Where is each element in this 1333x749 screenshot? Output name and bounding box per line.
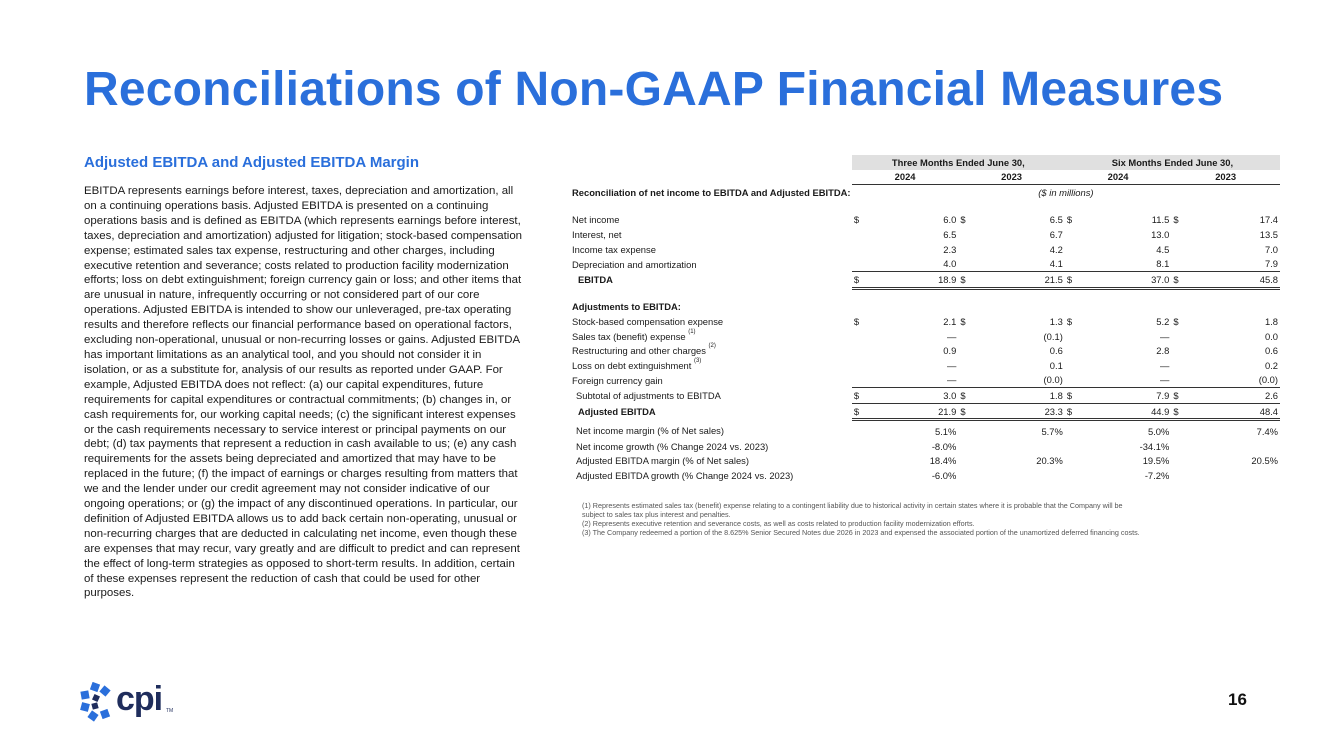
spacer-row	[572, 288, 1280, 300]
dollar-sign	[1171, 439, 1190, 454]
value-cell: 11.5	[1151, 214, 1170, 226]
value-cell: 21.5	[977, 272, 1065, 289]
table-row	[572, 373, 1280, 388]
spacer	[572, 288, 1280, 300]
row-label: Income tax expense	[572, 243, 656, 255]
value-cell: 0.6	[1264, 345, 1278, 357]
dollar-sign	[852, 256, 871, 271]
dollar-sign: $	[960, 316, 966, 328]
value-cell	[977, 468, 1065, 483]
value-cell: -8.0%	[931, 440, 957, 452]
header-six-months: Six Months Ended June 30,	[1065, 155, 1280, 170]
dollar-sign: $	[1065, 272, 1084, 289]
subtotal-row	[572, 388, 1280, 404]
ebitda-description	[84, 154, 524, 601]
value-cell: 0.1	[1049, 359, 1063, 371]
dollar-sign	[852, 227, 871, 242]
dollar-sign	[852, 358, 871, 373]
value-cell: 6.5	[1049, 214, 1063, 226]
value-cell: 48.4	[1190, 403, 1280, 420]
value-cell: —	[871, 373, 959, 388]
value-cell: 20.5%	[1251, 455, 1278, 467]
row-label: Net income	[572, 214, 620, 226]
adjusted-ebitda-row	[572, 403, 1280, 420]
dollar-sign	[958, 343, 977, 358]
row-label: Net income margin (% of Net sales)	[576, 425, 724, 437]
dollar-sign	[852, 454, 871, 469]
value-cell	[1190, 439, 1280, 454]
value-cell	[1190, 468, 1280, 483]
dollar-sign: $	[853, 316, 860, 328]
dollar-sign	[1171, 227, 1190, 242]
value-cell: 0.2	[1264, 359, 1278, 371]
dollar-sign	[1171, 256, 1190, 271]
dollar-sign	[1065, 256, 1084, 271]
footnote-marker: (3)	[693, 357, 702, 364]
dollar-sign	[1171, 343, 1190, 358]
dollar-sign: $	[1065, 388, 1084, 404]
table-row	[572, 343, 1280, 358]
dollar-sign: $	[1173, 214, 1179, 226]
footnote-3: (3) The Company redeemed a portion of the 8.625% Senior Secured Notes due 2026 in 2023 and expensed the associated portion of the unamortized deferred financing costs.	[582, 528, 1140, 538]
value-cell: -7.2%	[1144, 469, 1170, 481]
section-title-row	[572, 300, 1280, 315]
dollar-sign	[852, 420, 871, 439]
dollar-sign	[1065, 358, 1084, 373]
value-cell: 8.1	[1084, 256, 1172, 271]
table-row	[572, 358, 1280, 373]
dollar-sign: $	[1065, 403, 1084, 420]
logo-trademark: TM	[166, 708, 174, 714]
dollar-sign	[1171, 468, 1190, 483]
value-cell: 4.5	[1156, 243, 1170, 255]
row-label: Subtotal of adjustments to EBITDA	[576, 390, 721, 402]
row-label: Adjusted EBITDA margin (% of Net sales)	[576, 455, 749, 467]
dollar-sign: $	[958, 272, 977, 289]
dollar-sign: $	[1173, 316, 1179, 328]
value-cell: 17.4	[1259, 214, 1278, 226]
row-label: Net income growth (% Change 2024 vs. 2023)	[576, 440, 769, 452]
table-row	[572, 314, 1280, 329]
dollar-sign	[1065, 242, 1084, 257]
dollar-sign	[852, 373, 871, 388]
dollar-sign	[1065, 468, 1084, 483]
year-header: 2023	[958, 170, 1065, 185]
dollar-sign	[958, 420, 977, 439]
dollar-sign: $	[960, 214, 966, 226]
dollar-sign	[958, 358, 977, 373]
reconciliation-table-area	[572, 155, 1280, 538]
value-cell: —	[946, 359, 957, 371]
dollar-sign: $	[852, 403, 871, 420]
value-cell: 4.0	[871, 256, 959, 271]
value-cell: 18.9	[871, 272, 959, 289]
value-cell: (0.0)	[977, 373, 1065, 388]
page-number: 16	[1228, 690, 1247, 709]
row-label: Loss on debt extinguishment $^{(3)}$	[572, 357, 702, 371]
value-cell: 5.2	[1156, 316, 1170, 328]
value-cell: —	[1159, 330, 1170, 342]
value-cell: 1.3	[1049, 316, 1063, 328]
value-cell: 7.4%	[1256, 426, 1278, 438]
value-cell: 5.0%	[1147, 426, 1170, 438]
row-label: Adjusted EBITDA growth (% Change 2024 vs. 2023)	[576, 469, 794, 481]
dollar-sign	[852, 343, 871, 358]
dollar-sign: $	[1171, 388, 1190, 404]
dollar-sign: $	[1171, 272, 1190, 289]
row-label: Depreciation and amortization	[572, 258, 697, 270]
dollar-sign	[852, 329, 871, 344]
value-cell: 7.0	[1264, 243, 1278, 255]
dollar-sign	[1171, 454, 1190, 469]
dollar-sign	[958, 329, 977, 344]
dollar-sign	[1065, 420, 1084, 439]
row-label: Stock-based compensation expense	[572, 316, 724, 328]
value-cell: 20.3%	[1036, 455, 1063, 467]
header-groups	[572, 155, 1280, 170]
dollar-sign: $	[1066, 214, 1073, 226]
dollar-sign	[1171, 358, 1190, 373]
dollar-sign	[958, 242, 977, 257]
dollar-sign: $	[1066, 316, 1073, 328]
value-cell: (0.1)	[1043, 330, 1063, 342]
footnote-marker: (1)	[688, 328, 696, 335]
value-cell: 5.7%	[1041, 426, 1063, 438]
value-cell: 2.6	[1190, 388, 1280, 404]
value-cell: 3.0	[871, 388, 959, 404]
value-cell: 0.6	[1049, 345, 1063, 357]
year-header: 2023	[1171, 170, 1280, 185]
value-cell: 1.8	[977, 388, 1065, 404]
dollar-sign	[1065, 343, 1084, 358]
company-logo	[80, 682, 190, 722]
value-cell: 2.8	[1156, 345, 1170, 357]
footnotes	[582, 501, 1142, 538]
dollar-sign	[1065, 373, 1084, 388]
header-spacer	[572, 170, 852, 185]
table-row	[572, 329, 1280, 344]
logo-wordmark: cpi	[116, 680, 163, 718]
value-cell: -6.0%	[931, 469, 957, 481]
dollar-sign	[1171, 420, 1190, 439]
row-label: Restructuring and other charges $^{(2)}$	[572, 343, 716, 357]
value-cell: (0.0)	[1190, 373, 1280, 388]
value-cell: 1.8	[1264, 316, 1278, 328]
dollar-sign: $	[958, 403, 977, 420]
value-cell: —	[1084, 373, 1172, 388]
spacer	[852, 300, 1280, 315]
dollar-sign: $	[958, 388, 977, 404]
value-cell: 23.3	[977, 403, 1065, 420]
dollar-sign	[1171, 373, 1190, 388]
row-label: Interest, net	[572, 229, 622, 241]
reconciliation-table	[572, 155, 1280, 483]
dollar-sign: $	[852, 388, 871, 404]
value-cell: 5.1%	[934, 426, 957, 438]
row-label: EBITDA	[578, 274, 613, 286]
cpi-logo-icon	[80, 682, 116, 722]
table-row	[572, 242, 1280, 257]
dollar-sign	[1171, 242, 1190, 257]
dollar-sign	[958, 468, 977, 483]
value-cell: 13.0	[1151, 229, 1170, 241]
value-cell: 4.2	[1049, 243, 1063, 255]
value-cell: 18.4%	[929, 455, 957, 467]
dollar-sign: $	[1171, 403, 1190, 420]
table-row	[572, 256, 1280, 271]
dollar-sign	[1065, 227, 1084, 242]
value-cell: 44.9	[1084, 403, 1172, 420]
value-cell	[977, 439, 1065, 454]
value-cell: 37.0	[1084, 272, 1172, 289]
section-title: Reconciliation of net income to EBITDA and Adjusted EBITDA:	[572, 186, 851, 198]
year-header: 2024	[1065, 170, 1171, 185]
metric-row	[572, 454, 1280, 469]
row-label: Adjusted EBITDA	[578, 406, 656, 418]
dollar-sign	[1171, 329, 1190, 344]
footnote-1: (1) Represents estimated sales tax (benefit) expense relating to a contingent liability due to historical activity in certain states where it is probable that the Company will be subject to sales tax plus interest and penalties.	[582, 500, 1123, 519]
dollar-sign	[852, 242, 871, 257]
dollar-sign: $	[853, 214, 860, 226]
header-three-months: Three Months Ended June 30,	[852, 155, 1065, 170]
section-title: Adjustments to EBITDA:	[572, 301, 681, 313]
dollar-sign	[958, 439, 977, 454]
metric-row	[572, 439, 1280, 454]
units-label: ($ in millions)	[1038, 187, 1094, 199]
value-cell: —	[1159, 359, 1170, 371]
row-label: Foreign currency gain	[572, 374, 663, 386]
value-cell: 7.9	[1084, 388, 1172, 404]
row-label: Sales tax (benefit) expense $^{(1)}$	[572, 328, 696, 342]
dollar-sign	[1065, 329, 1084, 344]
metric-row	[572, 420, 1280, 439]
value-cell: 21.9	[871, 403, 959, 420]
table-row	[572, 213, 1280, 228]
section-title-row	[572, 185, 1280, 213]
dollar-sign	[1065, 439, 1084, 454]
value-cell: —	[946, 330, 957, 342]
dollar-sign	[958, 454, 977, 469]
dollar-sign	[852, 468, 871, 483]
dollar-sign: $	[852, 272, 871, 289]
value-cell: 0.0	[1264, 330, 1278, 342]
footnote-marker: (2)	[708, 343, 716, 350]
value-cell: -34.1%	[1139, 440, 1170, 452]
value-cell: 7.9	[1190, 256, 1280, 271]
year-header: 2024	[852, 170, 958, 185]
dollar-sign	[958, 256, 977, 271]
dollar-sign	[852, 439, 871, 454]
footnote-2: (2) Represents executive retention and severance costs, as well as costs related to production facility modernization efforts.	[582, 519, 975, 529]
value-cell: 0.9	[943, 345, 957, 357]
body-paragraph: EBITDA represents earnings before interest, taxes, depreciation and amortization, all on a continuing operations basis. Adjusted EBITDA is presented on a continuing operations basis and is defined as EBITDA (which represents earnings before interest, taxes, depreciation and amortization) adjusted for litigation; stock-based compensation expense; estimated sales tax expense, restructuring and other charges, including executive retention and severance; costs related to production facility modernization efforts; loss on debt extinguishment; foreign currency gain or loss; and other items that are unusual in nature, infrequently occurring or not considered part of our core operations. Adjusted EBITDA is intended to show our unleveraged, pre-tax operating results and therefore reflects our financial performance based on operational factors, excluding non-operational, unusual or non-recurring losses or gains. Adjusted EBITDA has important limitations as an analytical tool, and you should not consider it in isolation, or as a substitute for, analysis of our results as reported under GAAP. For example, Adjusted EBITDA does not reflect: (a) our capital expenditures, future requirements for capital expenditures or contractual commitments; (b) changes in, or cash requirements for, our working capital needs; (c) the significant interest expenses or the cash requirements necessary to service interest or principal payments on our debt; (d) tax payments that represent a reduction in cash available to us; (e) any cash requirements for the assets being depreciated and amortized that may have to be replaced in the future; (f) the impact of earnings or charges resulting from matters that we and the lender under our credit agreement may not consider indicative of our ongoing operations; or (g) the impact of any discontinued operations. In particular, our definition of Adjusted EBITDA allows us to add back certain non-operating, unusual or non-recurring charges that are deducted in calculating net income, even though these are expenses that may recur, vary greatly and are difficult to predict and can represent the effect of long-term strategies as opposed to short-term results. In addition, certain of these expenses represent the reduction of cash that could be used for other purposes.	[84, 185, 523, 600]
header-years	[572, 170, 1280, 185]
metric-row	[572, 468, 1280, 483]
value-cell: 2.3	[943, 243, 957, 255]
value-cell: 6.5	[943, 229, 957, 241]
header-spacer	[572, 155, 852, 170]
ebitda-row	[572, 272, 1280, 289]
page-title: Reconciliations of Non-GAAP Financial Measures	[84, 63, 1224, 116]
value-cell: 4.1	[977, 256, 1065, 271]
value-cell: 45.8	[1190, 272, 1280, 289]
value-cell: 6.7	[1049, 229, 1063, 241]
value-cell: 13.5	[1259, 229, 1278, 241]
section-heading: Adjusted EBITDA and Adjusted EBITDA Margin	[84, 154, 420, 171]
dollar-sign	[958, 227, 977, 242]
dollar-sign	[1065, 454, 1084, 469]
dollar-sign	[958, 373, 977, 388]
table-row	[572, 227, 1280, 242]
value-cell: 19.5%	[1142, 455, 1170, 467]
value-cell: 2.1	[943, 316, 957, 328]
value-cell: 6.0	[943, 214, 957, 226]
